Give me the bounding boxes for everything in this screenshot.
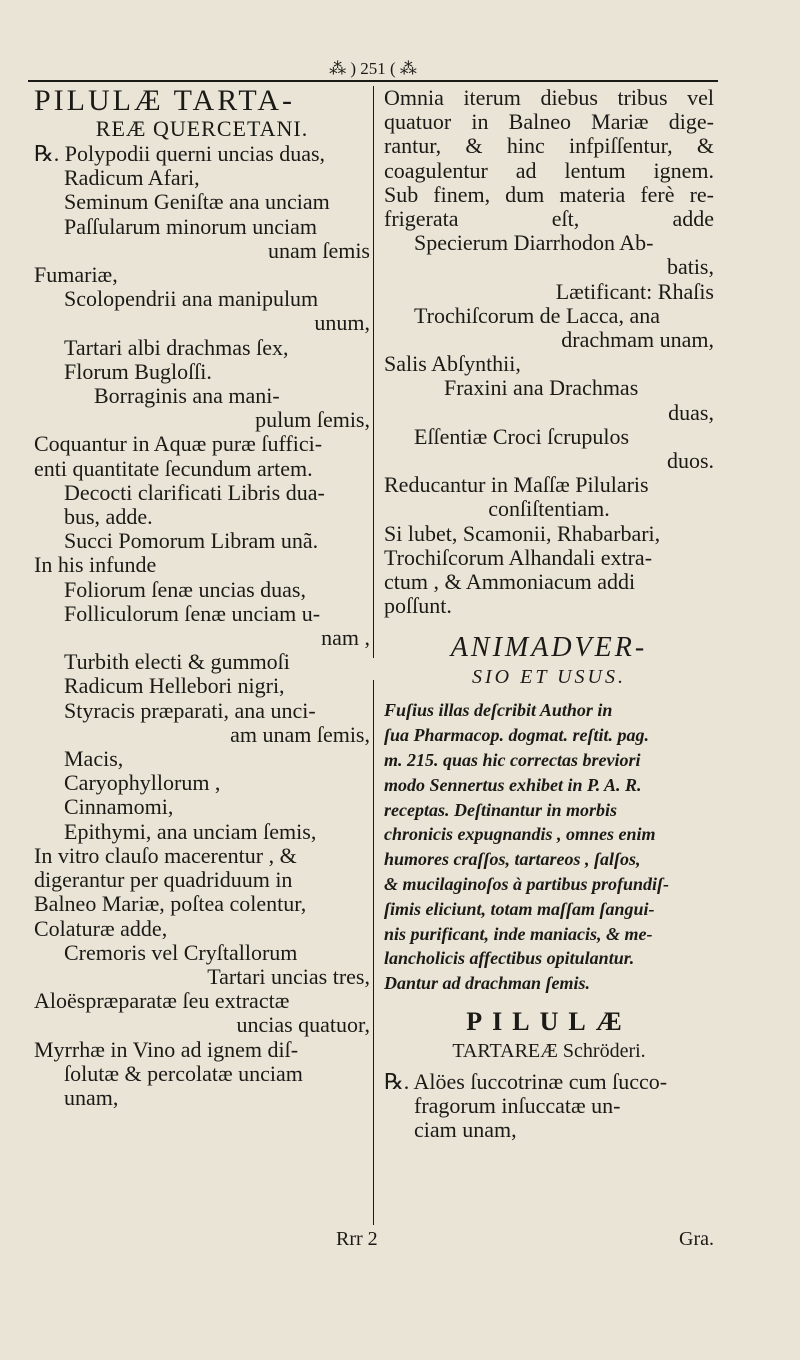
recipe-subtitle-2: TARTAREÆ Schröderi. bbox=[452, 1040, 646, 1063]
text-line: unam ſemis bbox=[267, 238, 370, 263]
text-line: nis purificant, inde maniacis, & me- bbox=[384, 923, 653, 944]
text-line: pulum ſemis, bbox=[255, 408, 370, 433]
signature-mark: Rrr 2 bbox=[336, 1228, 378, 1250]
text-line: Omnia iterum diebus tribus vel bbox=[384, 86, 714, 110]
recipe-subtitle: REÆ QUERCETANI. bbox=[95, 116, 309, 141]
text-line: ciam unam, bbox=[414, 1118, 517, 1143]
text-line: receptas. Deſtinantur in morbis bbox=[384, 799, 618, 820]
text-line: Scolopendrii ana manipulum bbox=[64, 287, 319, 312]
left-recipe-lines bbox=[34, 142, 370, 1110]
text-line: Reducantur in Maſſæ Pilularis bbox=[384, 473, 649, 498]
text-line: Paſſularum minorum unciam bbox=[64, 214, 317, 239]
right-column bbox=[384, 86, 714, 1143]
text-line: batis, bbox=[666, 255, 714, 280]
text-line: Fraxini ana Drachmas bbox=[444, 376, 639, 401]
text-line: Borraginis ana mani- bbox=[94, 384, 280, 409]
text-line: Coquantur in Aquæ puræ ſuffici- bbox=[34, 432, 323, 457]
text-line: Cremoris vel Cryſtallorum bbox=[64, 940, 298, 965]
text-line: uncias quatuor, bbox=[236, 1013, 370, 1038]
text-line: Succi Pomorum Libram unã. bbox=[64, 529, 319, 554]
text-line: lancholicis affectibus opitulantur. bbox=[384, 948, 635, 969]
text-line: conſiſtentiam. bbox=[488, 497, 610, 522]
text-line: Trochiſcorum Alhandali extra- bbox=[384, 545, 653, 570]
text-line: ℞. Polypodii querni uncias duas, bbox=[34, 142, 326, 166]
text-line: Radicum Hellebori nigri, bbox=[64, 674, 285, 699]
text-line: chronicis expugnandis , omnes enim bbox=[384, 824, 656, 845]
text-line: quatuor in Balneo Mariæ dige- bbox=[384, 110, 714, 135]
text-line: frigerata eſt, adde bbox=[384, 207, 714, 232]
text-line: Trochiſcorum de Lacca, ana bbox=[414, 303, 660, 328]
text-line: Decocti clarificati Libris dua- bbox=[64, 480, 325, 505]
text-line: In his infunde bbox=[34, 553, 157, 578]
text-line: Florum Bugloſſi. bbox=[64, 359, 212, 384]
catchword: Gra. bbox=[679, 1228, 714, 1250]
text-line: ℞. Alöes ſuccotrinæ cum ſucco- bbox=[384, 1070, 668, 1095]
text-line: Fuſius illas deſcribit Author in bbox=[384, 700, 613, 721]
text-line: & mucilaginoſos à partibus profundiſ- bbox=[384, 874, 670, 895]
right-paragraph bbox=[384, 86, 714, 231]
text-line: Myrrhæ in Vino ad ignem diſ- bbox=[34, 1037, 299, 1062]
text-line: Tartari albi drachmas ſex, bbox=[64, 335, 289, 360]
left-column bbox=[34, 86, 370, 1110]
text-line: Turbith electi & gummoſi bbox=[64, 650, 290, 675]
text-line: Lætificant: Rhaſis bbox=[555, 279, 714, 304]
commentary-paragraph bbox=[384, 698, 714, 996]
text-line: Dantur ad drachman ſemis. bbox=[384, 973, 591, 994]
text-line: Epithymi, ana unciam ſemis, bbox=[64, 819, 317, 844]
recipe-title-2: PILULÆ bbox=[466, 1007, 632, 1037]
column-divider bbox=[373, 86, 374, 658]
text-line: Salis Abſynthii, bbox=[384, 352, 521, 377]
text-line: fragorum inſuccatæ un- bbox=[414, 1094, 621, 1119]
text-line: ſolutæ & percolatæ unciam bbox=[64, 1061, 303, 1086]
running-head: ⁂ ) 251 ( ⁂ bbox=[329, 59, 417, 78]
page-header bbox=[28, 58, 718, 82]
text-line: Folliculorum ſenæ unciam u- bbox=[64, 601, 321, 626]
text-line: bus, adde. bbox=[64, 505, 153, 530]
final-recipe-lines bbox=[384, 1070, 714, 1143]
text-line: duas, bbox=[668, 400, 714, 425]
text-line: m. 215. quas hic correctas breviori bbox=[384, 750, 641, 771]
text-line: Radicum Afari, bbox=[64, 166, 200, 191]
text-line: duos. bbox=[666, 449, 714, 474]
text-line: poſſunt. bbox=[384, 594, 452, 619]
text-line: ctum , & Ammoniacum addi bbox=[384, 570, 636, 595]
text-line: Fumariæ, bbox=[34, 263, 118, 288]
text-line: unam, bbox=[64, 1085, 119, 1110]
text-line: In vitro clauſo macerentur , & bbox=[34, 843, 297, 868]
section-heading: ANIMADVER- bbox=[450, 632, 648, 664]
text-line: Styracis præparati, ana unci- bbox=[64, 698, 316, 723]
text-line: Caryophyllorum , bbox=[64, 771, 221, 796]
text-line: Tartari uncias tres, bbox=[207, 964, 370, 989]
text-line: drachmam unam, bbox=[561, 328, 714, 353]
text-line: coagulentur ad lentum ignem. bbox=[384, 158, 714, 183]
text-line: ſua Pharmacop. dogmat. reſtit. pag. bbox=[384, 725, 649, 746]
section-subheading: SIO ET USUS. bbox=[472, 666, 626, 689]
text-line: nam , bbox=[321, 626, 370, 651]
text-line: Aloëspræparatæ ſeu extractæ bbox=[34, 989, 290, 1014]
text-line: Foliorum ſenæ uncias duas, bbox=[64, 577, 306, 602]
recipe-title: PILULÆ TARTA- bbox=[34, 84, 295, 117]
text-line: unum, bbox=[314, 311, 370, 336]
text-line: Si lubet, Scamonii, Rhabarbari, bbox=[384, 521, 661, 546]
text-line: Seminum Geniſtæ ana unciam bbox=[64, 190, 330, 215]
text-line: rantur, & hinc infpiſſentur, & bbox=[384, 134, 714, 159]
text-line: Cinnamomi, bbox=[64, 795, 174, 820]
text-line: Balneo Mariæ, poſtea colentur, bbox=[34, 892, 307, 917]
column-divider-lower bbox=[373, 680, 374, 1225]
right-ingredient-lines bbox=[384, 231, 714, 618]
text-line: Colaturæ adde, bbox=[34, 916, 168, 941]
text-line: am unam ſemis, bbox=[230, 722, 370, 747]
text-line: enti quantitate ſecundum artem. bbox=[34, 456, 313, 481]
text-line: ſimis eliciunt, totam maſſam ſangui- bbox=[384, 898, 655, 919]
text-line: modo Sennertus exhibet in P. A. R. bbox=[384, 774, 642, 795]
text-line: Sub finem, dum materia ferè re- bbox=[384, 182, 714, 207]
text-line: digerantur per quadriduum in bbox=[34, 868, 293, 893]
text-line: Specierum Diarrhodon Ab- bbox=[414, 231, 654, 256]
text-line: Eſſentiæ Croci ſcrupulos bbox=[414, 424, 630, 449]
text-line: Macis, bbox=[64, 747, 124, 772]
text-line: humores craſſos, tartareos , ſalſos, bbox=[384, 849, 641, 870]
